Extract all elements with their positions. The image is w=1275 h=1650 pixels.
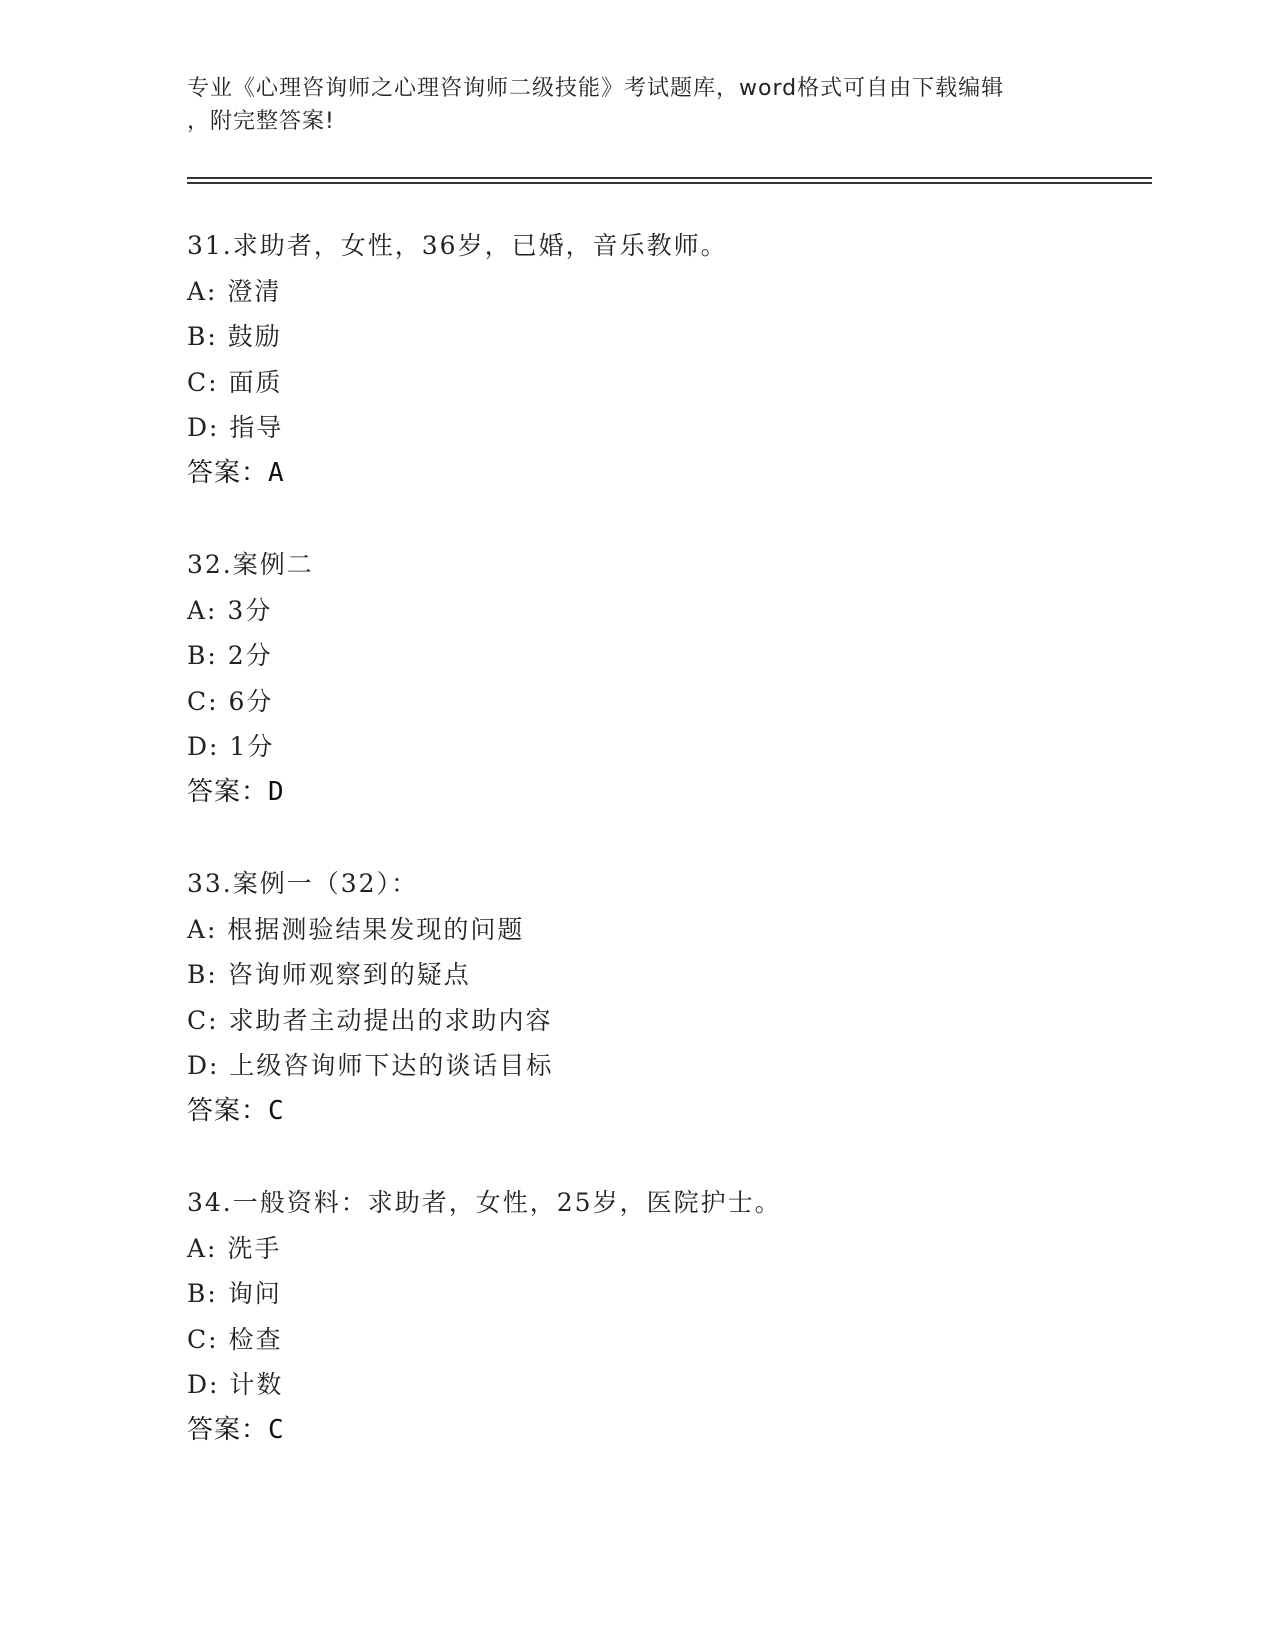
- answer-value: D: [268, 776, 285, 807]
- header-line-1: 专业《心理咨询师之心理咨询师二级技能》考试题库，word格式可自由下载编辑: [187, 76, 1005, 101]
- option-d: D: 上级咨询师下达的谈话目标: [187, 1051, 554, 1080]
- answer-label: 答案：: [187, 1095, 269, 1126]
- option-b: B: 咨询师观察到的疑点: [187, 960, 471, 989]
- answer-label: 答案：: [187, 1414, 269, 1445]
- answer-line: [187, 770, 1087, 816]
- answer-line: [187, 1089, 1087, 1135]
- question-title: 32.案例二: [187, 550, 314, 579]
- answer-line: [187, 451, 1087, 497]
- option-c: C: 检查: [187, 1324, 283, 1354]
- answer-value: A: [268, 457, 285, 488]
- document-header: [187, 72, 1087, 138]
- question-33: [187, 861, 1087, 1134]
- answer-label: 答案：: [187, 457, 269, 488]
- header-line-2: ，附完整答案!: [187, 109, 335, 134]
- option-b: B: 鼓励: [187, 322, 282, 351]
- option-a: A: 洗手: [187, 1233, 282, 1263]
- option-d: D: 指导: [187, 413, 284, 442]
- header-divider-top: [187, 177, 1152, 179]
- option-d: D: 计数: [187, 1370, 284, 1399]
- question-title: 33.案例一（32）：: [187, 869, 419, 898]
- option-a: A: 澄清: [187, 276, 282, 306]
- question-title: 34.一般资料：求助者，女性，25岁，医院护士。: [187, 1188, 782, 1217]
- question-title: 31.求助者，女性，36岁，已婚，音乐教师。: [187, 231, 728, 260]
- option-c: C: 6分: [187, 686, 274, 716]
- question-34: [187, 1180, 1087, 1453]
- option-a: A: 3分: [187, 595, 273, 625]
- option-b: B: 2分: [187, 641, 273, 670]
- question-31: [187, 223, 1087, 496]
- answer-line: [187, 1408, 1087, 1454]
- answer-value: C: [268, 1414, 285, 1445]
- question-32: [187, 542, 1087, 815]
- option-d: D: 1分: [187, 732, 275, 761]
- header-divider-bottom: [187, 182, 1152, 184]
- answer-value: C: [268, 1095, 285, 1126]
- option-c: C: 面质: [187, 367, 283, 397]
- option-a: A: 根据测验结果发现的问题: [187, 914, 525, 944]
- option-b: B: 询问: [187, 1279, 282, 1308]
- answer-label: 答案：: [187, 776, 269, 807]
- option-c: C: 求助者主动提出的求助内容: [187, 1005, 553, 1035]
